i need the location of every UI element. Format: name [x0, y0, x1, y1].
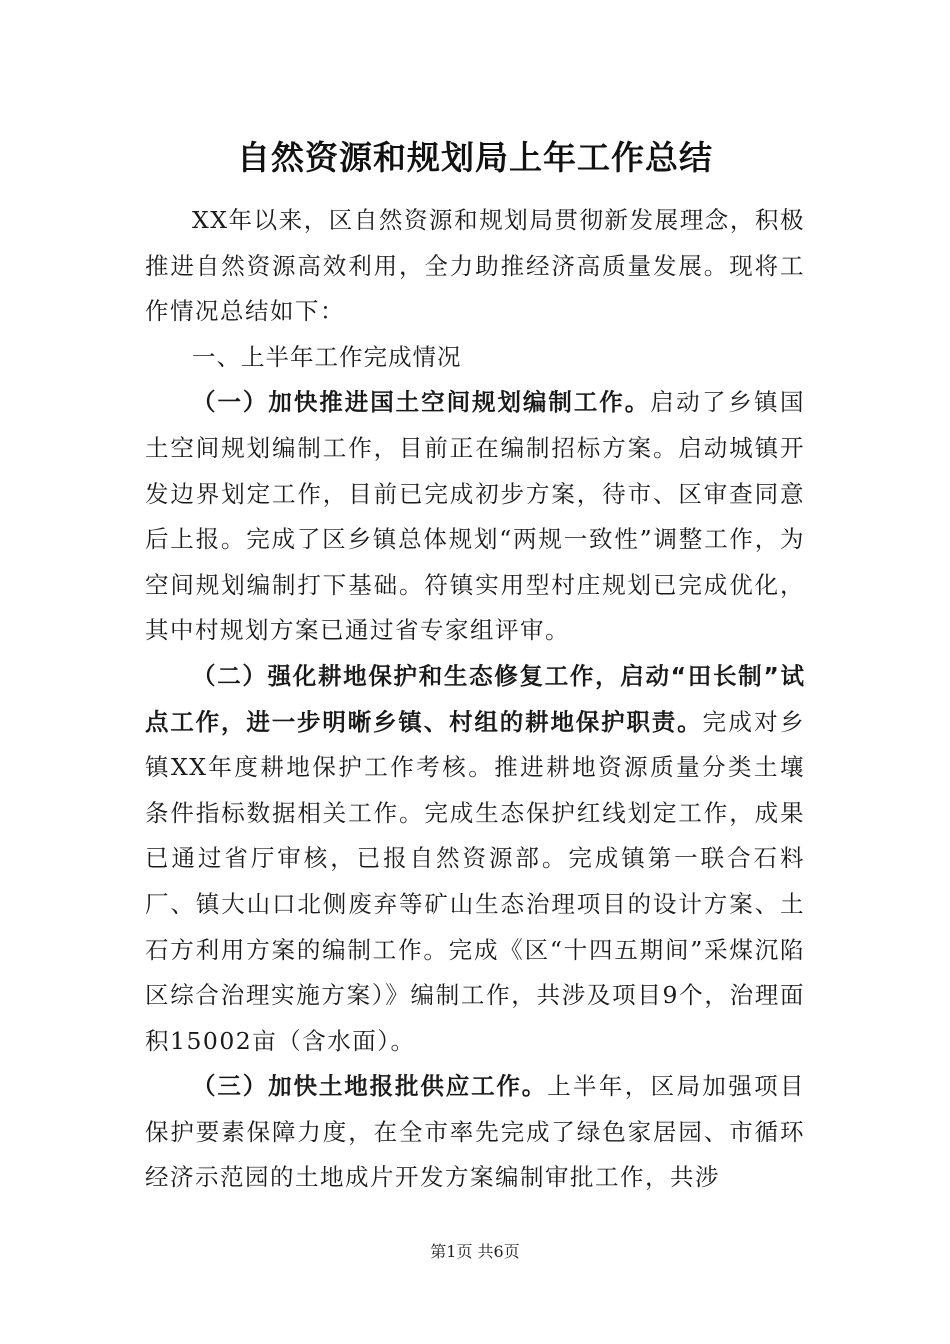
document-body: [145, 198, 805, 1201]
page-number-footer: 第1页 共6页: [430, 1242, 520, 1261]
item-text-2: 完成对乡镇XX年度耕地保护工作考核。推进耕地资源质量分类土壤条件指标数据相关工作。完成生态保护红线划定工作，成果已通过省厅审核，已报自然资源部。完成镇第一联合石料厂、镇大山口北侧废弃等矿山生态治理项目的设计方案、土石方利用方案的编制工作。完成《区“十四五期间”采煤沉陷区综合治理实施方案）》编制工作，共涉及项目9个，治理面积15002亩（含水面）。: [145, 707, 806, 1055]
document-title: 自然资源和规划局上年工作总结: [237, 138, 713, 177]
intro-paragraph: XX年以来，区自然资源和规划局贯彻新发展理念，积极推进自然资源高效利用，全力助推经济高质量发展。现将工作情况总结如下：: [145, 206, 805, 326]
item-paragraph-1: [145, 380, 805, 654]
item-paragraph-3: [145, 1064, 805, 1201]
item-lead-1: （一）加快推进国土空间规划编制工作。: [192, 388, 651, 417]
item-text-1: 启动了乡镇国土空间规划编制工作，目前正在编制招标方案。启动城镇开发边界划定工作，目前已完成初步方案，待市、区审查同意后上报。完成了区乡镇总体规划“两规一致性”调整工作，为空间规划编制打下基础。符镇实用型村庄规划已完成优化，其中村规划方案已通过省专家组评审。: [145, 388, 806, 645]
item-lead-3: （三）加快土地报批供应工作。: [192, 1072, 548, 1101]
item-text-3: 上半年，区局加强项目保护要素保障力度，在全市率先完成了绿色家居园、市循环经济示范园的土地成片开发方案编制审批工作，共涉: [145, 1072, 806, 1192]
item-lead-2: （二）强化耕地保护和生态修复工作，启动“田长制”试点工作，进一步明晰乡镇、村组的耕地保护职责。: [145, 661, 805, 736]
item-paragraph-2: [145, 654, 805, 1064]
section-heading: 一、上半年工作完成情况: [192, 342, 462, 371]
